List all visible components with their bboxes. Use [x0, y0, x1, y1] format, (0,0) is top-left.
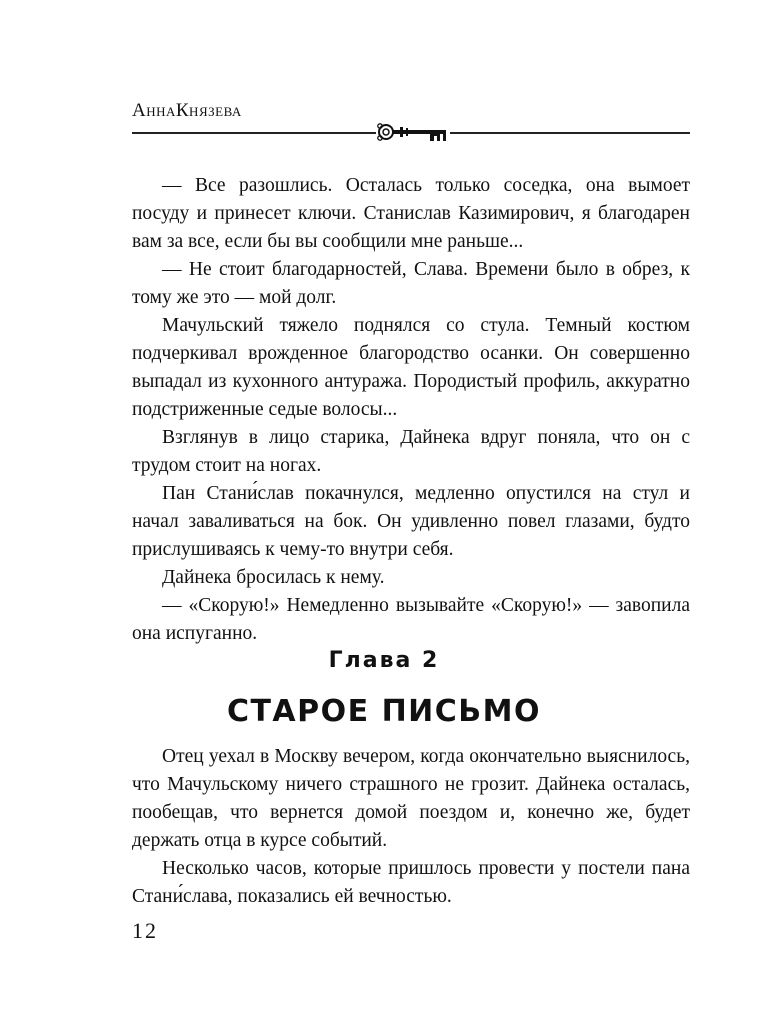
paragraph: Несколько часов, которые пришлось провести у постели пана Стани́слава, показались ей вечностью. — [132, 858, 690, 907]
paragraph: Взглянув в лицо старика, Дайнека вдруг поняла, что он с трудом стоит на ногах. — [132, 427, 690, 476]
paragraph: — Не стоит благодарностей, Слава. Времени было в обрез, к тому же это — мой долг. — [132, 259, 690, 308]
paragraph: Отец уехал в Москву вечером, когда окончательно выяснилось, что Мачульскому ничего страшного не грозит. Дайнека осталась, пообещав, что вернется домой поездом и, конечно же, будет держать отца в курсе событий. — [132, 746, 690, 851]
key-ornament-icon — [376, 119, 450, 147]
paragraph: Дайнека бросилась к нему. — [162, 567, 385, 588]
chapter-title: СТАРОЕ ПИСЬМО — [226, 694, 542, 729]
paragraph: Пан Стани́слав покачнулся, медленно опустился на стул и начал заваливаться на бок. Он удивленно повел глазами, будто прислушиваясь к чему-то внутри себя. — [132, 483, 690, 560]
paragraph: — «Скорую!» Немедленно вызывайте «Скорую!» — завопила она испуганно. — [132, 595, 690, 644]
chapter-number: Глава 2 — [328, 648, 440, 673]
text-block-upper — [132, 172, 690, 648]
page-number: 12 — [132, 918, 158, 943]
running-head-author: АннаКнязева — [132, 100, 242, 121]
text-block-lower — [132, 743, 690, 911]
paragraph: Мачульский тяжело поднялся со стула. Темный костюм подчеркивал врожденное благородство осанки. Он совершенно выпадал из кухонного антуража. Породистый профиль, аккуратно подстриженные седые волосы... — [132, 315, 690, 420]
paragraph: — Все разошлись. Осталась только соседка, она вымоет посуду и принесет ключи. Станислав Казимирович, я благодарен вам за все, если бы вы сообщили мне раньше... — [132, 175, 690, 252]
